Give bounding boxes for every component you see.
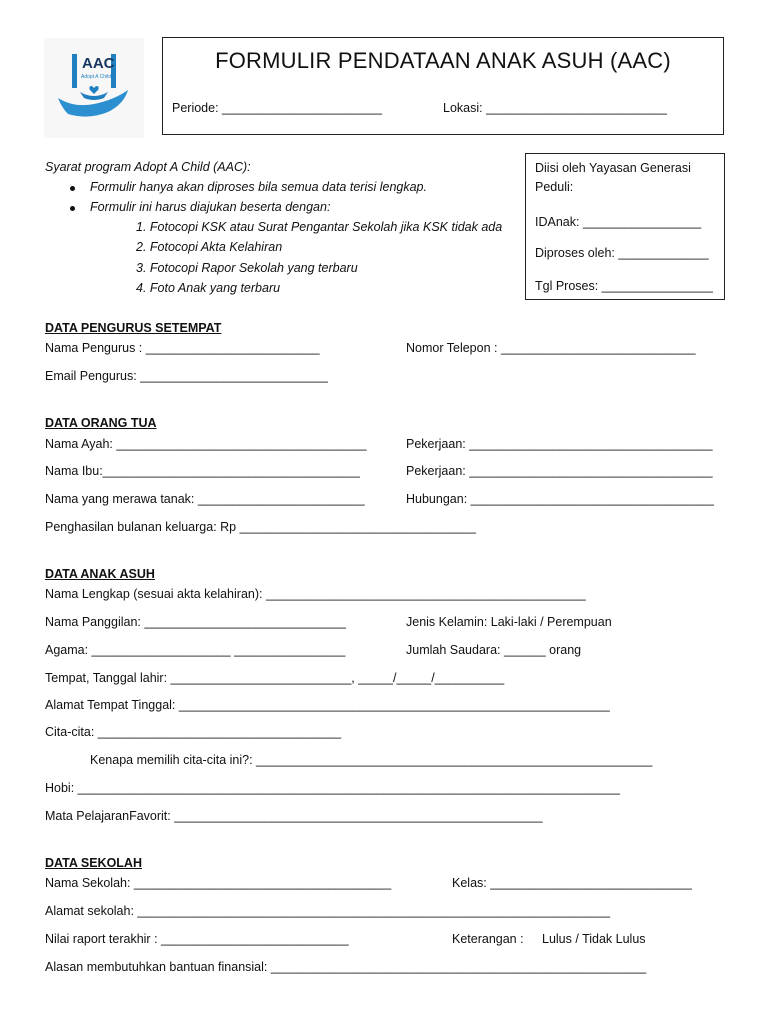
syarat-item-2: 2. Fotocopi Akta Kelahiran	[136, 240, 283, 254]
alasan-cita-field[interactable]: Kenapa memilih cita-cita ini?: _________________________________________________________	[90, 753, 653, 767]
hobi-field[interactable]: Hobi: ______________________________________________________________________________	[45, 781, 620, 795]
syarat-item-1: 1. Fotocopi KSK atau Surat Pengantar Sekolah jika KSK tidak ada	[136, 220, 503, 234]
syarat-item-3: 3. Fotocopi Rapor Sekolah yang terbaru	[136, 261, 358, 275]
office-box-line1: Diisi oleh Yayasan Generasi	[535, 161, 691, 175]
nama-sekolah-field[interactable]: Nama Sekolah: _____________________________________	[45, 876, 392, 890]
alasan-finansial-field[interactable]: Alasan membutuhkan bantuan finansial: ______________________________________________________	[45, 960, 647, 974]
office-use-box	[525, 153, 725, 300]
hubungan-field[interactable]: Hubungan: ___________________________________	[406, 492, 714, 506]
jumlah-saudara-field[interactable]: Jumlah Saudara: ______ orang	[406, 643, 582, 657]
mapel-favorit-field[interactable]: Mata PelajaranFavorit: _____________________________________________________	[45, 809, 543, 823]
keterangan-label: Keterangan :	[452, 932, 524, 946]
nilai-raport-field[interactable]: Nilai raport terakhir : ___________________________	[45, 932, 349, 946]
orangtua-heading: DATA ORANG TUA	[45, 416, 157, 430]
syarat-intro: Syarat program Adopt A Child (AAC):	[45, 160, 251, 174]
logo-text: AAC	[82, 55, 115, 72]
nama-lengkap-field[interactable]: Nama Lengkap (sesuai akta kelahiran): ______________________________________________	[45, 587, 586, 601]
keterangan-value[interactable]: Lulus / Tidak Lulus	[542, 932, 646, 946]
telepon-field[interactable]: Nomor Telepon : ____________________________	[406, 341, 696, 355]
jenis-kelamin-field[interactable]: Jenis Kelamin: Laki-laki / Perempuan	[406, 615, 612, 629]
hands-heart-icon	[44, 38, 144, 138]
bullet-icon	[70, 206, 75, 211]
alamat-tinggal-field[interactable]: Alamat Tempat Tinggal: ______________________________________________________________	[45, 698, 610, 712]
syarat-item-4: 4. Foto Anak yang terbaru	[136, 281, 281, 295]
periode-field[interactable]: Periode: _______________________	[172, 101, 382, 115]
syarat-bullet-1: Formulir hanya akan diproses bila semua data terisi lengkap.	[90, 180, 427, 194]
penghasilan-field[interactable]: Penghasilan bulanan keluarga: Rp __________________________________	[45, 520, 476, 534]
tgl-proses-field[interactable]: Tgl Proses: ________________	[535, 279, 713, 293]
title-box	[162, 37, 724, 135]
pekerjaan-ayah-field[interactable]: Pekerjaan: ___________________________________	[406, 437, 713, 451]
nama-ayah-field[interactable]: Nama Ayah: ____________________________________	[45, 437, 367, 451]
anak-heading: DATA ANAK ASUH	[45, 567, 155, 581]
sekolah-heading: DATA SEKOLAH	[45, 856, 142, 870]
kelas-field[interactable]: Kelas: _____________________________	[452, 876, 692, 890]
cita-cita-field[interactable]: Cita-cita: ___________________________________	[45, 725, 342, 739]
aac-logo	[44, 38, 144, 138]
form-title: FORMULIR PENDATAAN ANAK ASUH (AAC)	[215, 48, 671, 73]
nama-pengurus-field[interactable]: Nama Pengurus : _________________________	[45, 341, 320, 355]
lokasi-field[interactable]: Lokasi: __________________________	[443, 101, 667, 115]
nama-perawat-field[interactable]: Nama yang merawa tanak: ________________________	[45, 492, 365, 506]
nama-ibu-field[interactable]: Nama Ibu:_____________________________________	[45, 464, 360, 478]
diproses-field[interactable]: Diproses oleh: _____________	[535, 246, 709, 260]
logo-subtext: Adopt A Child	[81, 74, 112, 80]
agama-field[interactable]: Agama: ____________________ ________________	[45, 643, 346, 657]
nama-panggilan-field[interactable]: Nama Panggilan: _____________________________	[45, 615, 346, 629]
pengurus-heading: DATA PENGURUS SETEMPAT	[45, 321, 222, 335]
pekerjaan-ibu-field[interactable]: Pekerjaan: ___________________________________	[406, 464, 713, 478]
syarat-bullet-2: Formulir ini harus diajukan beserta dengan:	[90, 200, 331, 214]
office-box-line2: Peduli:	[535, 180, 574, 194]
bullet-icon	[70, 186, 75, 191]
email-pengurus-field[interactable]: Email Pengurus: ___________________________	[45, 369, 328, 383]
alamat-sekolah-field[interactable]: Alamat sekolah: ____________________________________________________________________	[45, 904, 611, 918]
idanak-field[interactable]: IDAnak: _________________	[535, 215, 702, 229]
ttl-field[interactable]: Tempat, Tanggal lahir: __________________________, _____/_____/__________	[45, 671, 505, 685]
